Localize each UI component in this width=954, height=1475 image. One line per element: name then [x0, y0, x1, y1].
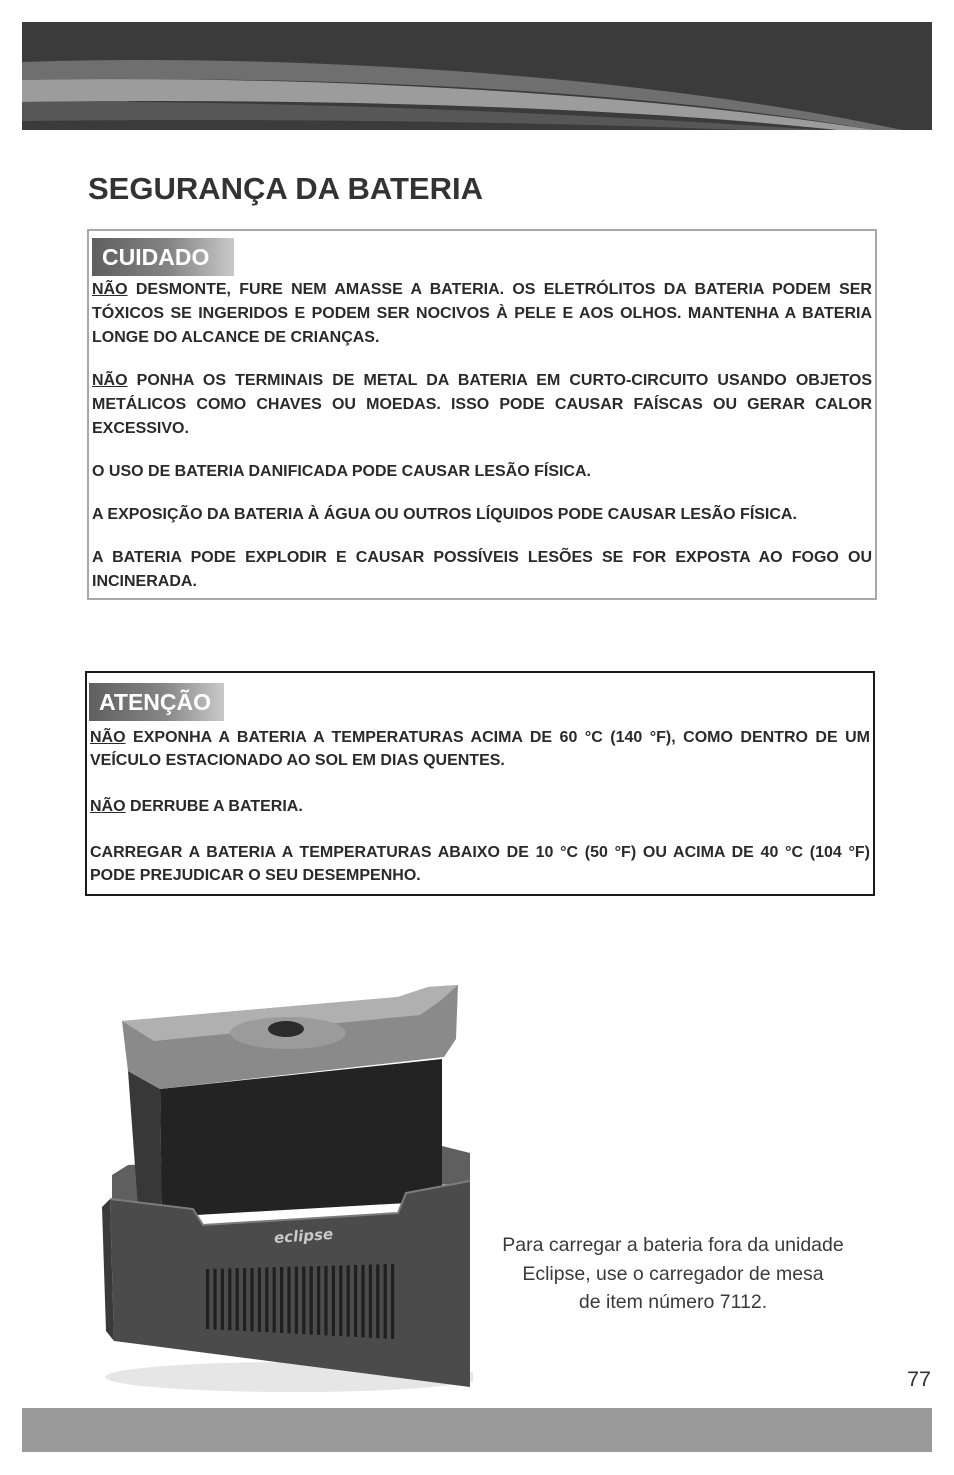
- vent-slot: [324, 1266, 327, 1336]
- caution-label: CUIDADO: [92, 238, 234, 276]
- battery-charger-image: [98, 985, 473, 1395]
- warning-item: [90, 795, 870, 818]
- vent-slot: [295, 1267, 298, 1334]
- vent-slot: [265, 1267, 268, 1332]
- caution-item-lead: NÃO: [92, 281, 128, 298]
- vent-slot: [339, 1265, 342, 1336]
- caution-item: [92, 503, 872, 527]
- vent-slot: [361, 1265, 364, 1338]
- charger-logo: eclipse: [273, 1224, 334, 1248]
- vent-slot: [250, 1268, 253, 1332]
- caution-item-lead: NÃO: [92, 372, 128, 389]
- caution-item-text: A EXPOSIÇÃO DA BATERIA À ÁGUA OU OUTROS LÍQUIDOS PODE CAUSAR LESÃO FÍSICA.: [92, 506, 797, 523]
- caution-item-text: A BATERIA PODE EXPLODIR E CAUSAR POSSÍVEIS LESÕES SE FOR EXPOSTA AO FOGO OU INCINERADA.: [92, 549, 872, 590]
- page-number: 77: [907, 1367, 931, 1391]
- vent-slot: [376, 1264, 379, 1338]
- vent-slot: [354, 1265, 357, 1337]
- caution-item-text: DESMONTE, FURE NEM AMASSE A BATERIA. OS ELETRÓLITOS DA BATERIA PODEM SER TÓXICOS SE INGERIDOS E PODEM SER NOCIVOS À PELE E AOS OLHOS. MANTENHA A BATERIA LONGE DO ALCANCE DE CRIANÇAS.: [92, 281, 872, 346]
- caution-item-text: O USO DE BATERIA DANIFICADA PODE CAUSAR LESÃO FÍSICA.: [92, 463, 591, 480]
- warning-box: [85, 671, 875, 896]
- caption-line: de item número 7112.: [578, 1291, 768, 1313]
- vent-slot: [384, 1264, 387, 1338]
- caution-box: [87, 229, 877, 600]
- caution-item: [92, 369, 872, 441]
- vent-slot: [302, 1266, 305, 1334]
- caption-line: Eclipse, use o carregador de mesa: [522, 1262, 824, 1285]
- warning-item-text: EXPONHA A BATERIA A TEMPERATURAS ACIMA DE 60 °C (140 °F), COMO DENTRO DE UM VEÍCULO ESTACIONADO AO SOL EM DIAS QUENTES.: [90, 729, 871, 769]
- page-title: SEGURANÇA DA BATERIA: [88, 171, 483, 206]
- vent-slot: [287, 1267, 290, 1334]
- warning-item: [90, 726, 870, 772]
- warning-item-lead: NÃO: [90, 729, 126, 746]
- vent-slot: [280, 1267, 283, 1333]
- vent-slot: [273, 1267, 276, 1332]
- caution-item: [92, 460, 872, 484]
- vent-slot: [236, 1268, 239, 1330]
- vent-slot: [228, 1268, 231, 1330]
- vent-slot: [310, 1266, 313, 1334]
- caution-item: [92, 546, 872, 594]
- vent-slot: [369, 1265, 372, 1338]
- charger-caption: [473, 1231, 873, 1317]
- vent-slot: [332, 1266, 335, 1336]
- caption-line: Para carregar a bateria fora da unidade: [502, 1234, 844, 1256]
- vent-slot: [391, 1264, 394, 1339]
- caution-item-text: PONHA OS TERMINAIS DE METAL DA BATERIA EM CURTO-CIRCUITO USANDO OBJETOS METÁLICOS COMO CHAVES OU MOEDAS. ISSO PODE CAUSAR FAÍSCAS OU GERAR CALOR EXCESSIVO.: [92, 372, 872, 437]
- warning-label: ATENÇÃO: [89, 683, 224, 721]
- header-banner: [22, 22, 932, 130]
- vent-slot: [347, 1265, 350, 1336]
- battery-release-button: [268, 1021, 304, 1037]
- vent-slot: [213, 1269, 216, 1330]
- vent-slot: [317, 1266, 320, 1335]
- vent-slot: [221, 1269, 224, 1330]
- vent-slot: [243, 1268, 246, 1331]
- warning-item-text: CARREGAR A BATERIA A TEMPERATURAS ABAIXO DE 10 °C (50 °F) OU ACIMA DE 40 °C (104 °F) PODE PREJUDICAR O SEU DESEMPENHO.: [90, 844, 870, 884]
- warning-item-text: DERRUBE A BATERIA.: [130, 798, 303, 815]
- caution-item: [92, 278, 872, 350]
- warning-item: [90, 841, 870, 887]
- footer-bar: [22, 1408, 932, 1452]
- vent-slot: [206, 1269, 209, 1329]
- warning-item-lead: NÃO: [90, 798, 126, 815]
- vent-slot: [258, 1268, 261, 1332]
